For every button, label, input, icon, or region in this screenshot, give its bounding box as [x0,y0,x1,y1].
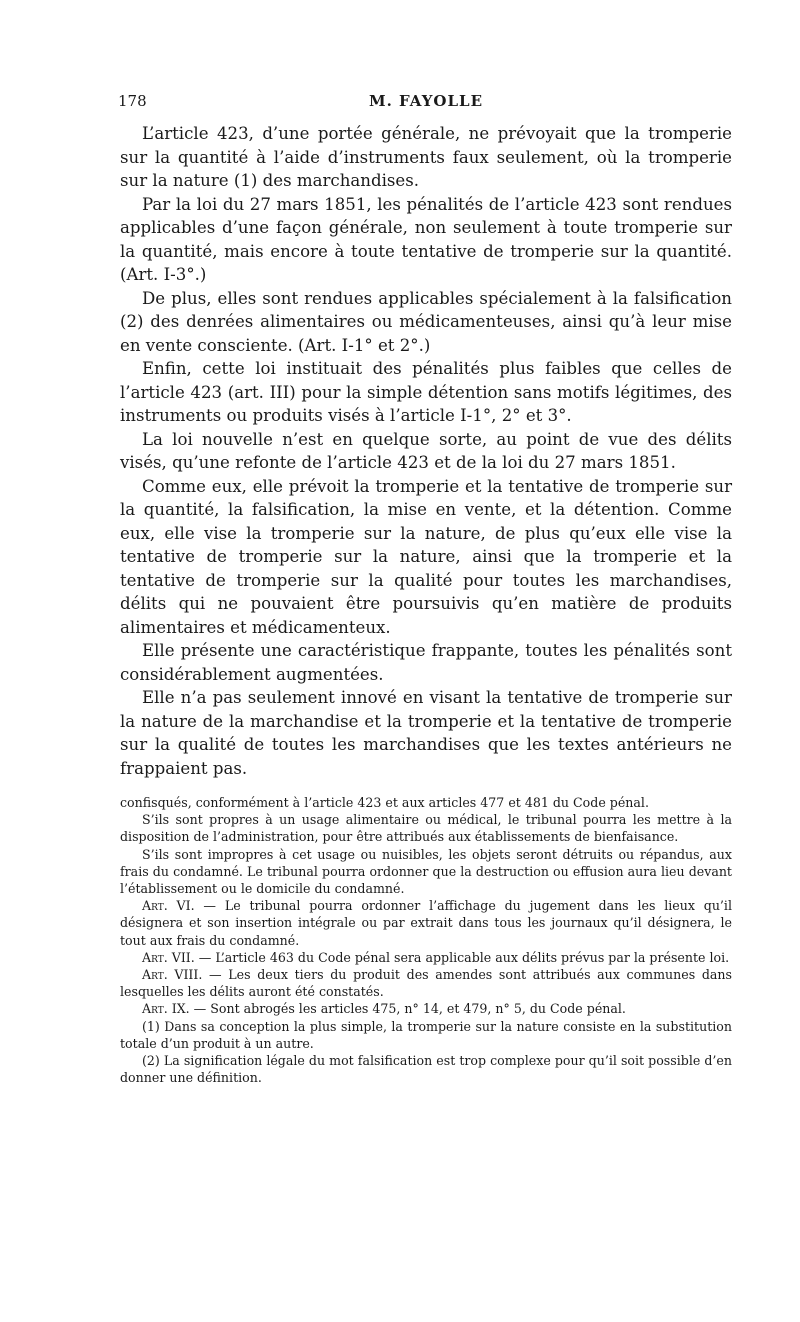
article-text: — Les deux tiers du produit des amendes sont attribués aux communes dans lesquelles les délits auront été constatés. [120,967,732,1000]
main-text [120,122,732,780]
paragraph: De plus, elles sont rendues applicables spécialement à la falsification (2) des denrées alimentaires ou médicamenteuses, ainsi qu’à leur mise en vente consciente. (Art. I-1° et 2°.) [120,288,732,355]
article-text: — Sont abrogés les articles 475, n° 14, et 479, n° 5, du Code pénal. [189,1001,626,1017]
note-article-6 [120,897,732,949]
paragraph: La loi nouvelle n’est en quelque sorte, au point de vue des délits visés, qu’une refonte de l’article 423 et de la loi du 27 mars 1851. [120,429,732,472]
paragraph: L’article 423, d’une portée générale, ne prévoyait que la tromperie sur la quantité à l’aide d’instruments faux seulement, où la tromperie sur la nature (1) des marchandises. [120,124,732,190]
note-article-8 [120,966,732,1000]
note-paragraph: S’ils sont impropres à cet usage ou nuisibles, les objets seront détruits ou répandus, aux frais du condamné. Le tribunal pourra ordonner que la destruction ou effusion aura lieu devant l’établissement ou le domicile du condamné. [120,846,732,897]
article-label: Art. IX. [142,1001,190,1017]
note-continuation: confisqués, conformément à l’article 423 et aux articles 477 et 481 du Code pénal. [120,795,649,810]
paragraph: Comme eux, elle prévoit la tromperie et la tentative de tromperie sur la quantité, la falsification, la mise en vente, et la détention. Comme eux, elle vise la tromperie sur la nature, de plus qu’eux elle vise la tentative de tromperie sur la nature, ainsi que la tromperie et la tentative de tromperie sur la qualité pour toutes les marchandises, délits qui ne pouvaient être poursuivis qu’en matière de produits alimentaires et médicamenteux. [120,476,732,637]
book-page [120,88,732,1086]
article-label: Art. VI. [142,898,195,914]
footnote-2: (2) La signification légale du mot falsification est trop complexe pour qu’il soit possible d’en donner une définition. [120,1053,732,1086]
note-paragraph: S’ils sont propres à un usage alimentaire ou médical, le tribunal pourra les mettre à la disposition de l’administration, pour être attribués aux établissements de bienfaisance. [120,812,732,845]
paragraph: Enfin, cette loi instituait des pénalités plus faibles que celles de l’article 423 (art. III) pour la simple détention sans motifs légitimes, des instruments ou produits visés à l’article I-1°, 2° et 3°. [120,359,732,425]
notes-section [120,794,732,1086]
paragraph: Par la loi du 27 mars 1851, les pénalités de l’article 423 sont rendues applicables d’une façon générale, non seulement à toute tromperie sur la quantité, mais encore à toute tentative de tromperie sur la quantité. (Art. I-3°.) [120,194,732,284]
page-header [120,88,732,112]
note-article-7 [120,949,732,966]
paragraph: Elle présente une caractéristique frappante, toutes les pénalités sont considérablement augmentées. [120,641,732,684]
article-label: Art. VII. [142,949,195,965]
note-article-9 [120,1000,732,1017]
footnote-1: (1) Dans sa conception la plus simple, la tromperie sur la nature consiste en la substitution totale d’un produit à un autre. [120,1018,732,1051]
page-number: 178 [118,92,147,110]
article-label: Art. VIII. [142,967,203,983]
article-text: — Le tribunal pourra ordonner l’affichage du jugement dans les lieux qu’il désignera et son insertion intégrale ou par extrait dans tous les journaux qu’il désignera, le tout aux frais du condamné. [120,898,732,948]
paragraph: Elle n’a pas seulement innové en visant la tentative de tromperie sur la nature de la marchandise et la tromperie et la tentative de tromperie sur la qualité de toutes les marchandises que les textes antérieurs ne frappaient pas. [120,688,732,778]
article-text: — L’article 463 du Code pénal sera applicable aux délits prévus par la présente loi. [194,949,730,965]
running-title: M. FAYOLLE [368,92,483,110]
